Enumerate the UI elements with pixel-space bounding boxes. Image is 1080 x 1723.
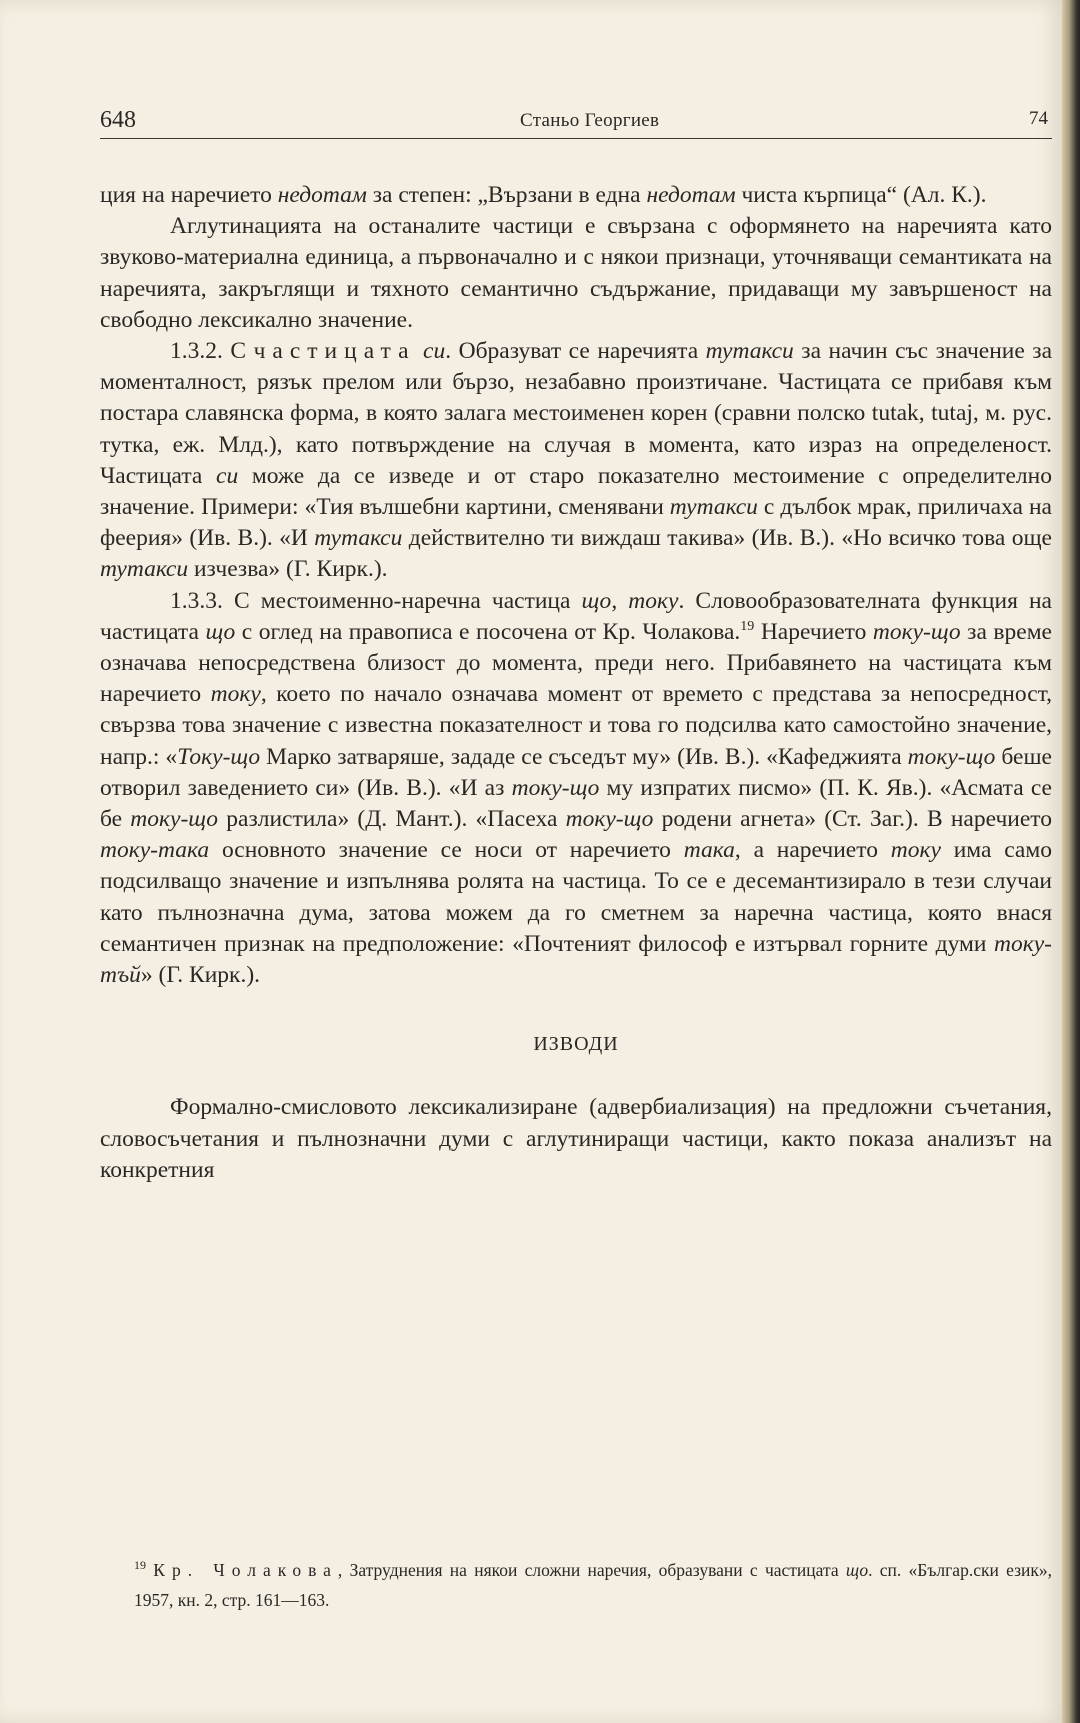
- paragraph-5: Формално-смисловото лексикализиране (адвербиализация) на предложни съчетания, словосъчетания и пълнозначни думи с аглутиниращи частици, както показа анализът на конкретния: [100, 1094, 1052, 1183]
- running-author: Станьо Георгиев: [520, 110, 660, 131]
- book-binding-edge: [1062, 0, 1080, 1723]
- paragraph-4: 1.3.3. С местоименно-наречна частица що, току. Словообразователната функция на частицата що с оглед на правописа е посочена от Кр. Чолакова.$^{19}$ Наречието току-що за време означава непосредствена близост до момента, преди него. Прибавянето на частицата към наречието току, което по начало означава момент от времето с представа за непосредност, свързва това значение с известна показателност и това го подсилва като самостойно значение, напр.: «Току-що Марко затваряше, зададе се съседът му» (Ив. В.). «Кафеджията току-що беше отворил заведението си» (Ив. В.). «И аз току-що му изпратих писмо» (П. К. Яв.). «Асмата се бе току-що разлистила» (Д. Мант.). «Пасеха току-що родени агнета» (Ст. Заг.). В наречието току-така основното значение се носи от наречието така, а наречието току има само подсилващо значение и изпълнява ролята на частица. То се е десемантизирало в тези случаи като пълнозначна дума, затова можем да го сметнем за наречна частица, която внася семантичен признак на предположение: «Почтеният философ е изтървал горните думи току-тъй» (Г. Кирк.).: [100, 587, 1053, 989]
- page-number: 648: [100, 107, 136, 133]
- body-text: [100, 180, 1052, 1186]
- footnote-author: Кр. Чолакова: [153, 1560, 338, 1580]
- running-header: [100, 104, 1052, 139]
- footnote-ref: 19: [740, 619, 755, 635]
- footnote-marker: 19: [134, 1558, 146, 1573]
- paragraph-3: 1.3.2. С частицата си. Образуват се наречията тутакси за начин със значение за моменталност, рязък прелом или бързо, незабавно произтичане. Частицата се прибавя към постара славянска форма, в която залага местоименен корен (сравни полско tutak, tutaj, м. рус. тутка, еж. Млд.), като потвърждение на случая в момента, като израз на определеност. Частицата си може да се изведе и от старо показателно местоимение с определително значение. Примери: «Тия вълшебни картини, сменявани тутакси с дълбок мрак, приличаха на феерия» (Ив. В.). «И тутакси действително ти виждаш такива» (Ив. В.). «Но всичко това още тутакси изчезва» (Г. Кирк.).: [100, 338, 1053, 583]
- section-number: 74: [1029, 108, 1048, 129]
- footnote: $^{19}$ Кр. Чолакова, Затруднения на някои сложни наречия, образувани с частицата що. сп. «Българ.ски език», 1957, кн. 2, стр. 161—163.: [134, 1558, 1052, 1610]
- paragraph-1: ция на наречието недотам за степен: „Вързани в една недотам чиста кърпица“ (Ал. К.).: [100, 182, 987, 208]
- section-heading: ИЗВОДИ: [533, 1033, 619, 1056]
- paragraph-2: Аглутинацията на останалите частици е свързана с оформянето на наречията като звуково-материална единица, а първоначално и с някои признаци, уточняващи семантиката на наречията, закръглящи и тяхното семантично съдържание, придаващи му завършеност на свободно лексикално значение.: [100, 213, 1052, 333]
